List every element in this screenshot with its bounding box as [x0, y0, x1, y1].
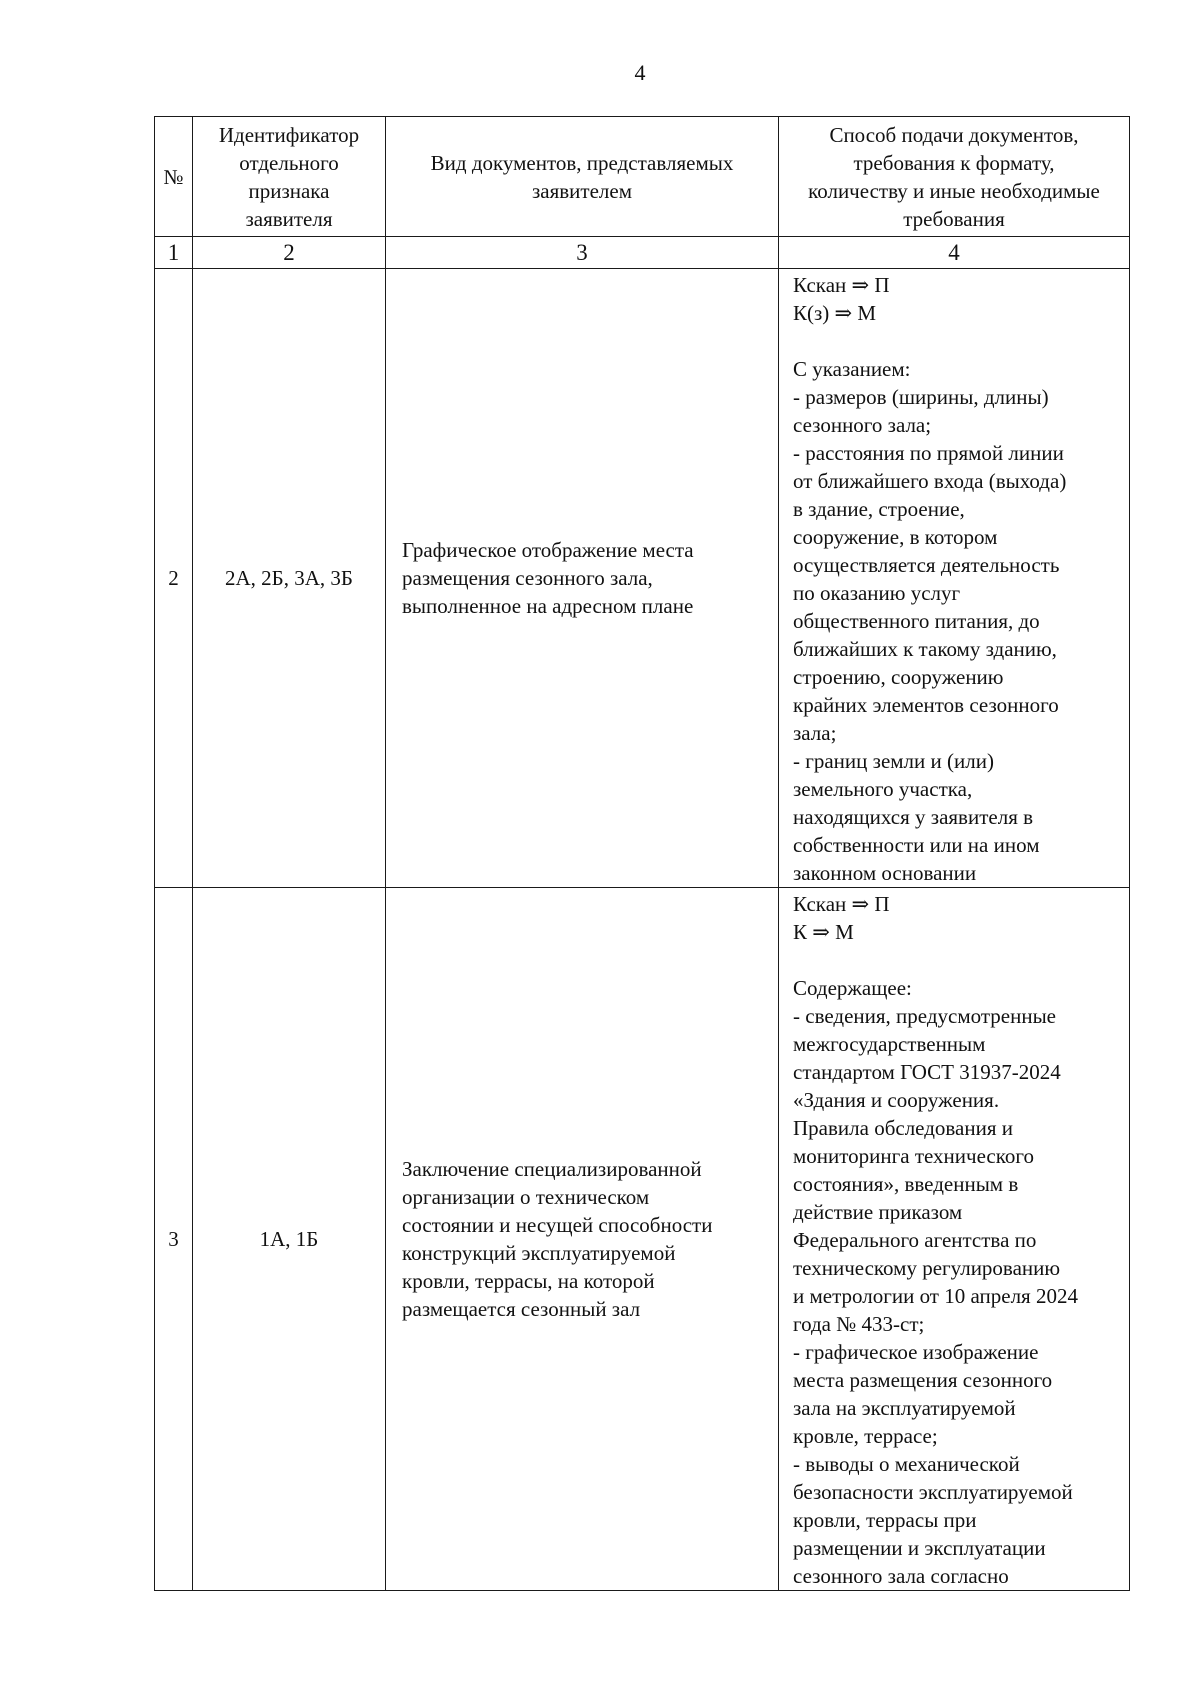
text-line: - графическое изображение [793, 1340, 1039, 1364]
header-document-type [386, 117, 779, 237]
text-line: заявителя [245, 206, 333, 231]
column-index-row [155, 237, 1130, 269]
text-line: земельного участка, [793, 777, 973, 801]
text-line: Содержащее: [793, 976, 912, 1000]
column-index-4: 4 [779, 237, 1130, 269]
text-line: размещения сезонного зала, [402, 566, 653, 590]
text-line: строению, сооружению [793, 665, 1004, 689]
table-row [155, 888, 1130, 1591]
submission-requirements [779, 888, 1130, 1591]
text-line: К ⇒ М [793, 920, 854, 944]
text-line: выполненное на адресном плане [402, 594, 694, 618]
text-line: общественного питания, до [793, 609, 1040, 633]
text-line: в здание, строение, [793, 497, 965, 521]
text-line: - размеров (ширины, длины) [793, 385, 1049, 409]
text-line: Правила обследования и [793, 1116, 1013, 1140]
column-index-1: 1 [155, 237, 193, 269]
text-line: зала на эксплуатируемой [793, 1396, 1016, 1420]
table-header-row [155, 117, 1130, 237]
text-line [793, 327, 1127, 355]
text-line: ближайших к такому зданию, [793, 637, 1057, 661]
text-line: Заключение специализированной [402, 1157, 702, 1181]
text-line: заявителем [531, 178, 633, 203]
submission-requirements [779, 269, 1130, 888]
text-line: крайних элементов сезонного [793, 693, 1059, 717]
header-submission-method [779, 117, 1130, 237]
text-line: мониторинга технического [793, 1144, 1034, 1168]
text-line: требования [903, 206, 1005, 231]
text-line: № [163, 164, 184, 189]
text-line: требования к формату, [853, 150, 1055, 175]
text-line: зала; [793, 721, 837, 745]
text-line: стандартом ГОСТ 31937-2024 [793, 1060, 1061, 1084]
text-line: организации о техническом [402, 1185, 650, 1209]
text-line: сезонного зала; [793, 413, 932, 437]
text-line: и метрологии от 10 апреля 2024 [793, 1284, 1078, 1308]
text-line: состоянии и несущей способности [402, 1213, 713, 1237]
applicant-identifier: 1А, 1Б [193, 888, 386, 1591]
text-line: размещается сезонный зал [402, 1297, 641, 1321]
text-line: действие приказом [793, 1200, 963, 1224]
text-line: года № 433-ст; [793, 1312, 925, 1336]
text-line: Федерального агентства по [793, 1228, 1037, 1252]
text-line: состояния», введенным в [793, 1172, 1019, 1196]
text-line: от ближайшего входа (выхода) [793, 469, 1067, 493]
text-line: Графическое отображение места [402, 538, 694, 562]
text-line: конструкций эксплуатируемой [402, 1241, 676, 1265]
text-line: кровли, террасы, на которой [402, 1269, 655, 1293]
text-line: К(з) ⇒ М [793, 301, 877, 325]
text-line: по оказанию услуг [793, 581, 961, 605]
text-line: - выводы о механической [793, 1452, 1020, 1476]
text-line: - расстояния по прямой линии [793, 441, 1064, 465]
row-number: 2 [155, 269, 193, 888]
text-line: сооружение, в котором [793, 525, 998, 549]
text-line: С указанием: [793, 357, 911, 381]
text-line: собственности или на ином [793, 833, 1040, 857]
text-line: Кскан ⇒ П [793, 273, 890, 297]
column-index-3: 3 [386, 237, 779, 269]
text-line: межгосударственным [793, 1032, 986, 1056]
text-line: техническому регулированию [793, 1256, 1061, 1280]
text-line: признака [248, 178, 330, 203]
row-number: 3 [155, 888, 193, 1591]
table-row [155, 269, 1130, 888]
text-line: Способ подачи документов, [829, 122, 1079, 147]
text-line: Кскан ⇒ П [793, 892, 890, 916]
document-type [386, 269, 779, 888]
text-line: места размещения сезонного [793, 1368, 1053, 1392]
text-line: законном основании [793, 861, 977, 885]
text-line: - границ земли и (или) [793, 749, 994, 773]
text-line [793, 946, 1127, 974]
applicant-identifier: 2А, 2Б, 3А, 3Б [193, 269, 386, 888]
text-line: - сведения, предусмотренные [793, 1004, 1057, 1028]
text-line: размещении и эксплуатации [793, 1536, 1046, 1560]
column-index-2: 2 [193, 237, 386, 269]
text-line: количеству и иные необходимые [808, 178, 1100, 203]
text-line: безопасности эксплуатируемой [793, 1480, 1073, 1504]
page-number: 4 [634, 60, 646, 85]
text-line: находящихся у заявителя в [793, 805, 1034, 829]
text-line: кровле, террасе; [793, 1424, 938, 1448]
text-line: сезонного зала согласно [793, 1564, 1009, 1588]
text-line: Идентификатор [218, 122, 360, 147]
header-number [155, 117, 193, 237]
document-type [386, 888, 779, 1591]
requirements-table [154, 116, 1130, 1591]
header-identifier [193, 117, 386, 237]
text-line: Вид документов, представляемых [430, 150, 734, 175]
text-line: осуществляется деятельность [793, 553, 1060, 577]
text-line: кровли, террасы при [793, 1508, 977, 1532]
text-line: отдельного [239, 150, 339, 175]
text-line: «Здания и сооружения. [793, 1088, 1000, 1112]
